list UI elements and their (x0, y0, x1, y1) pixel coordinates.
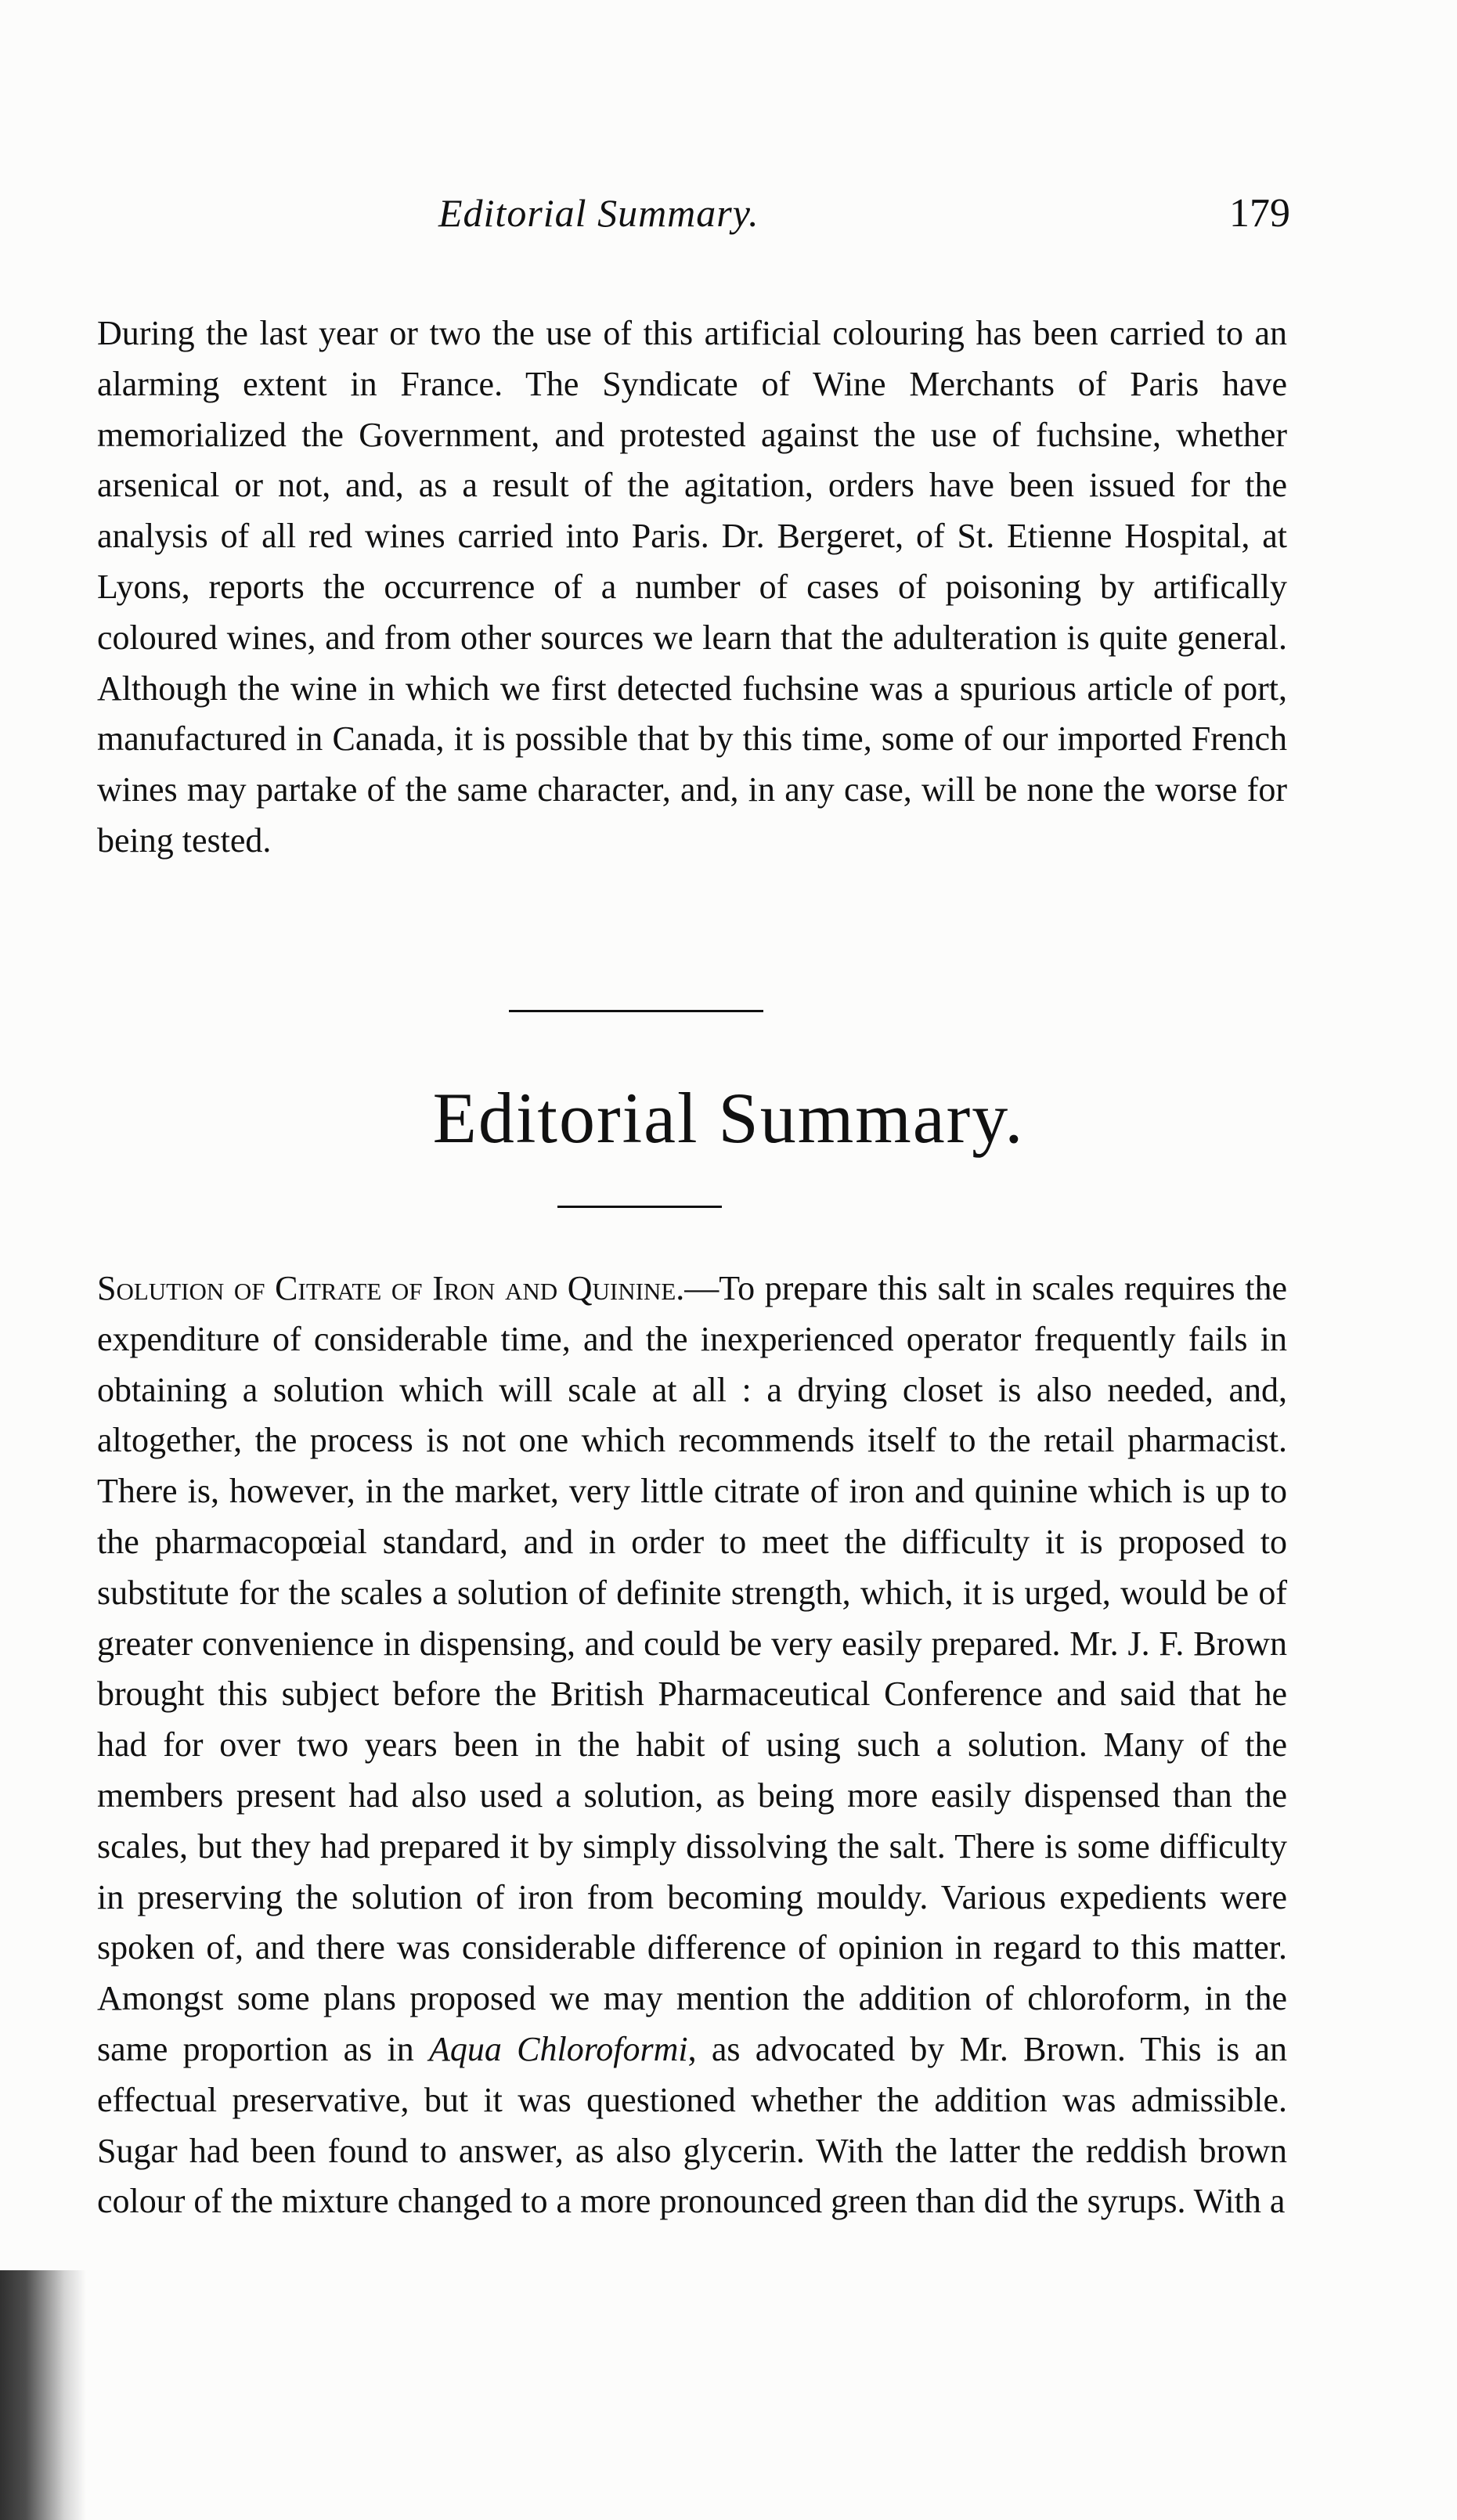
running-head (438, 190, 1290, 245)
section-heading: Editorial Summary. (432, 1078, 1025, 1158)
paragraph-text-part1: —To prepare this salt in scales requires the expenditure of considerable time, and the inexperienced operator frequently fails in obtaining a solution which will scale at all : a drying closet is also needed, and, altogether, the process is not one which recommends itself to the retail pharmacist. There is, however, in the market, very little citrate of iron and quinine which is up to the pharmacopœial standard, and in order to meet the difficulty it is proposed to substitute for the scales a solution of definite strength, which, it is urged, would be of greater convenience in dispensing, and could be very easily prepared. Mr. J. F. Brown brought this subject before the British Pharmaceutical Conference and said that he had for over two years been in the habit of using such a solution. Many of the members present had also used a solution, as being more easily dispensed than the scales, but they had prepared it by simply dissolving the salt. There is some difficulty in preserving the solution of iron from becoming mouldy. Various expedients were spoken of, and there was considerable difference of opinion in regard to this matter. Amongst some plans proposed we may mention the addition of chloroform, in the same proportion as in (97, 1269, 1287, 2068)
heading-underline-rule (557, 1206, 722, 1208)
paragraph-fuchsine: During the last year or two the use of this artificial colouring has been carried to an alarming extent in France. The Syndicate of Wine Merchants of Paris have memorialized the Government, and protested against the use of fuchsine, whether arsenical or not, and, as a result of the agitation, orders have been issued for the analysis of all red wines carried into Paris. Dr. Bergeret, of St. Etienne Hospital, at Lyons, reports the occurrence of a number of cases of poisoning by artifically coloured wines, and from other sources we learn that the adulteration is quite general. Although the wine in which we first detected fuchsine was a spurious article of port, manufactured in Canada, it is possible that by this time, some of our imported French wines may partake of the same character, and, in any case, will be none the worse for being tested. (97, 314, 1287, 860)
page-number: 179 (1229, 191, 1290, 236)
divider-rule (509, 1010, 763, 1012)
italic-term: Aqua Chloroformi (429, 2029, 688, 2068)
paragraph-text-part2: , as advocated by Mr. Brown. This is an effectual preservative, but it was questioned whether the addition was admissible. Sugar had been found to answer, as also glycerin. With the latter the reddish brown colour of the mixture changed to a more pronounced green than did the syrups. With a (97, 2029, 1287, 2221)
running-title: Editorial Summary. (438, 191, 759, 235)
scan-shadow-edge (0, 2270, 86, 2520)
lead-title: Solution of Citrate of Iron and Quinine. (97, 1269, 685, 1307)
paragraph-citrate-iron-quinine (97, 1264, 1287, 2227)
